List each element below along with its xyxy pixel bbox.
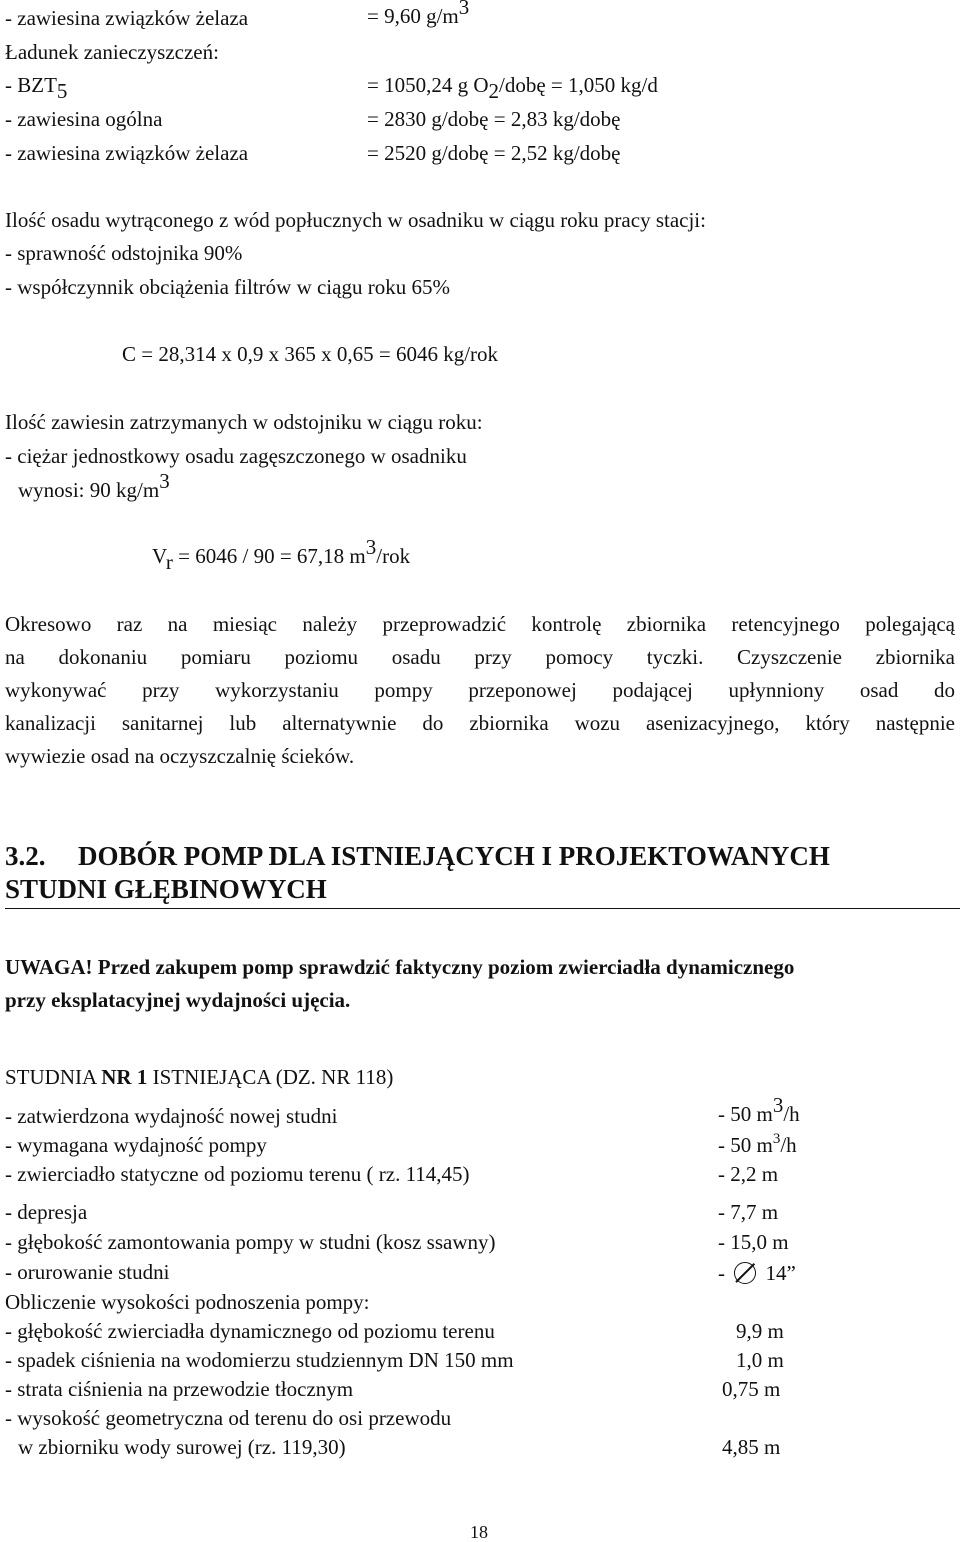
line-fe-label: - zawiesina związków żelaza: [5, 6, 249, 30]
well-title: STUDNIA NR 1 ISTNIEJĄCA (DZ. NR 118): [5, 1065, 394, 1089]
well-row-label: - wymagana wydajność pompy: [5, 1133, 267, 1157]
calc-row-value: 1,0 m: [736, 1348, 784, 1372]
section-underline: [5, 908, 960, 909]
well-row-value: - 7,7 m: [718, 1200, 779, 1224]
well-row-value: - 15,0 m: [718, 1230, 789, 1254]
fe-value: = 2520 g/dobę = 2,52 kg/dobę: [367, 141, 621, 165]
well-row-value: - 2,2 m: [718, 1162, 779, 1186]
paragraph-row: wykonywać przy wykorzystaniu pompy przeponowej podającej upłynniony osad do: [5, 678, 955, 702]
well-row-label: - zatwierdzona wydajność nowej studni: [5, 1104, 338, 1128]
page-number: 18: [470, 1522, 488, 1542]
paragraph-row: kanalizacji sanitarnej lub alternatywnie do zbiornika wozu asenizacyjnego, który następnie: [5, 711, 955, 735]
paragraph-row: wywiezie osad na oczyszczalnię ścieków.: [5, 744, 355, 768]
bzt-label: - $BZT_5$: [5, 73, 68, 103]
calc-row-value: 9,9 m: [736, 1319, 784, 1343]
sludge-coef: - współczynnik obciążenia filtrów w ciągu roku 65%: [5, 275, 450, 299]
vr-formula: $V_r = 6046 / 90 = 67,18$ $m^3$/rok: [152, 535, 411, 574]
well-row-label: - zwierciadło statyczne od poziomu terenu ( rz. 114,45): [5, 1162, 470, 1186]
line-fe-value: = 9,60 $g/m^3$: [367, 0, 470, 28]
calc-row-label: - strata ciśnienia na przewodzie tłocznym: [5, 1377, 354, 1401]
susp-is: wynosi: 90 $kg/m^3$: [18, 469, 170, 502]
well-row-label: - orurowanie studni: [5, 1260, 170, 1284]
well-row-value: - 14”: [718, 1261, 796, 1285]
paragraph-row: Okresowo raz na miesiąc należy przeprowadzić kontrolę zbiornika retencyjnego polegającą: [5, 612, 955, 636]
sludge-formula: C = 28,314 x 0,9 x 365 x 0,65 = 6046 kg/rok: [122, 342, 499, 366]
zaw-value: = 2830 g/dobę = 2,83 kg/dobę: [367, 107, 621, 131]
calc-row-label: - głębokość zwierciadła dynamicznego od poziomu terenu: [5, 1319, 495, 1343]
bzt-value: = 1050,24 g $O_2$/dobę = 1,050 kg/d: [367, 73, 658, 103]
section-title-line1: DOBÓR POMP DLA ISTNIEJĄCYCH I PROJEKTOWANYCH: [78, 841, 830, 871]
sludge-eff: - sprawność odstojnika 90%: [5, 241, 243, 265]
calc-row-label: - spadek ciśnienia na wodomierzu studziennym DN 150 mm: [5, 1348, 514, 1372]
susp-title: Ilość zawiesin zatrzymanych w odstojniku w ciągu roku:: [5, 410, 483, 434]
section-number: 3.2.: [5, 841, 46, 871]
sludge-title: Ilość osadu wytrąconego z wód popłucznych w osadniku w ciągu roku pracy stacji:: [5, 208, 706, 232]
calc-row-label: w zbiorniku wody surowej (rz. 119,30): [18, 1435, 346, 1459]
well-row-value: - 50 $m^3/h$: [718, 1131, 797, 1157]
zaw-label: - zawiesina ogólna: [5, 107, 163, 131]
calc-row-label: - wysokość geometryczna od terenu do osi przewodu: [5, 1406, 452, 1430]
diameter-icon: [734, 1262, 756, 1284]
section-title-line2: STUDNI GŁĘBINOWYCH: [5, 874, 327, 904]
load-title: Ładunek zanieczyszczeń:: [5, 40, 219, 64]
warning-line1: UWAGA! Przed zakupem pomp sprawdzić faktyczny poziom zwierciadła dynamicznego: [5, 955, 795, 979]
fe-label: - zawiesina związków żelaza: [5, 141, 249, 165]
well-row-label: - głębokość zamontowania pompy w studni (kosz ssawny): [5, 1230, 496, 1254]
calc-row-value: 4,85 m: [722, 1435, 781, 1459]
well-row-value: - 50 $m^3/h$: [718, 1093, 800, 1126]
paragraph-row: na dokonaniu pomiaru poziomu osadu przy pomocy tyczki. Czyszczenie zbiornika: [5, 645, 955, 669]
calc-title: Obliczenie wysokości podnoszenia pompy:: [5, 1290, 370, 1314]
maintenance-paragraph: [5, 608, 955, 773]
well-row-label: - depresja: [5, 1200, 88, 1224]
warning-line2: przy eksplatacyjnej wydajności ujęcia.: [5, 988, 351, 1012]
calc-row-value: 0,75 m: [722, 1377, 781, 1401]
susp-weight: - ciężar jednostkowy osadu zagęszczonego w osadniku: [5, 444, 467, 468]
